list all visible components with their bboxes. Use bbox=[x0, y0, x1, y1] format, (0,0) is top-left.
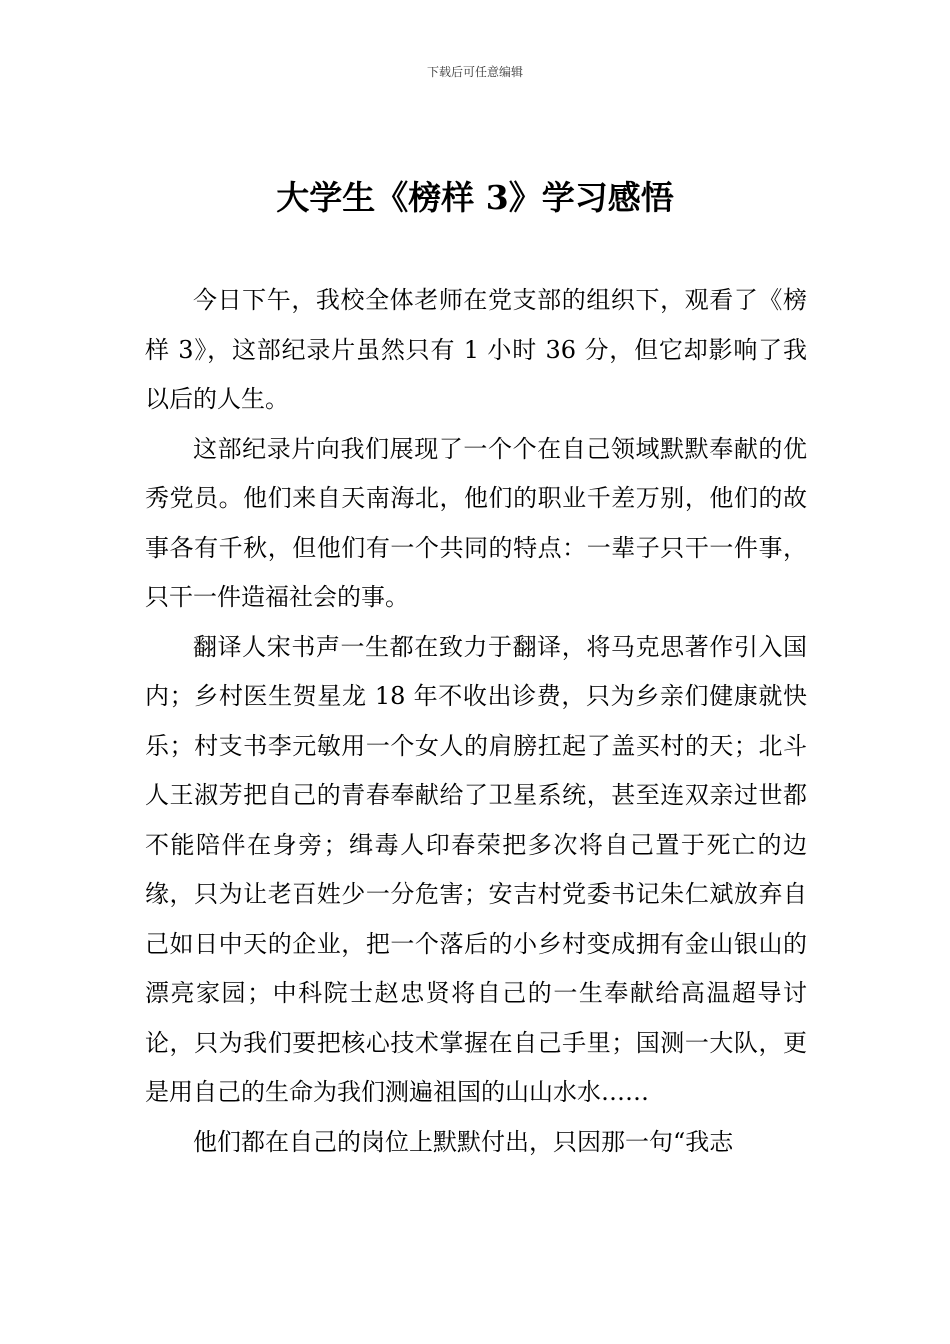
paragraph-1: 今日下午，我校全体老师在党支部的组织下，观看了《榜样 3》，这部纪录片虽然只有 1 小时 36 分，但它却影响了我以后的人生。 bbox=[145, 286, 807, 413]
header-note: 下载后可任意编辑 bbox=[426, 65, 523, 79]
paragraph-2: 这部纪录片向我们展现了一个个在自己领域默默奉献的优秀党员。他们来自天南海北，他们的职业千差万别，他们的故事各有千秋，但他们有一个共同的特点：一辈子只干一件事，只干一件造福社会的事。 bbox=[145, 434, 807, 611]
paragraph-4: 他们都在自己的岗位上默默付出，只因那一句“我志 bbox=[193, 1127, 734, 1156]
document-body bbox=[145, 276, 807, 1167]
document-title: 大学生《榜样 3》学习感悟 bbox=[276, 178, 674, 217]
paragraph-3: 翻译人宋书声一生都在致力于翻译，将马克思著作引入国内；乡村医生贺星龙 18 年不收出诊费，只为乡亲们健康就快乐；村支书李元敏用一个女人的肩膀扛起了盖买村的天；北斗人王淑芳把自己的青春奉献给了卫星系统，甚至连双亲过世都不能陪伴在身旁；缉毒人印春荣把多次将自己置于死亡的边缘，只为让老百姓少一分危害；安吉村党委书记朱仁斌放弃自己如日中天的企业，把一个落后的小乡村变成拥有金山银山的漂亮家园；中科院士赵忠贤将自己的一生奉献给高温超导讨论，只为我们要把核心技术掌握在自己手里；国测一大队，更是用自己的生命为我们测遍祖国的山山水水…… bbox=[145, 632, 807, 1106]
